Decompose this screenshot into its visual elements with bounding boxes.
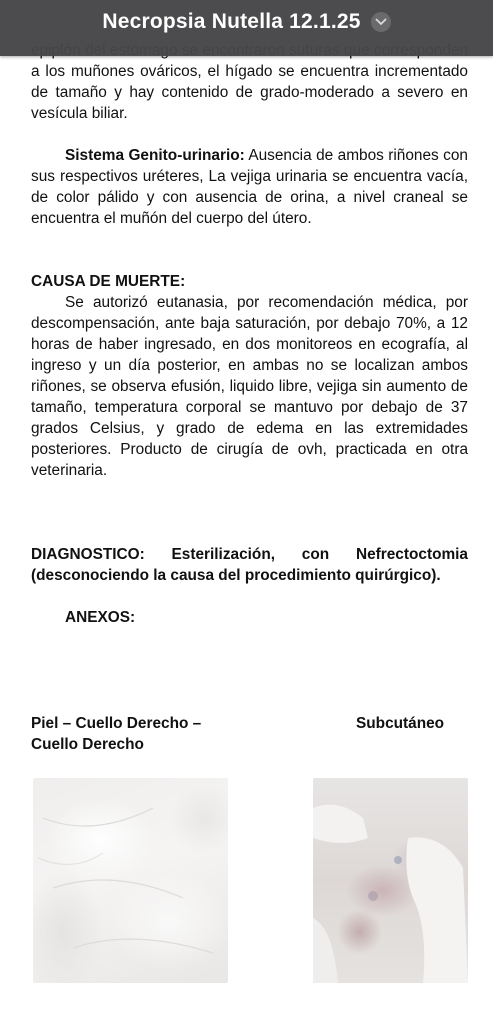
genito-text: Ausencia de ambos riñones con sus respectivos uréteres, La vejiga urinaria se encuentra vacía, de color pálido y con ausencia de orina, a nivel craneal se encuentra el muñón del cuerpo del útero. <box>31 147 468 227</box>
genito-heading: Sistema Genito-urinario: <box>65 147 245 164</box>
document-header <box>0 0 493 56</box>
intro-paragraph: a los muñones ováricos, el hígado se encuentra incrementado de tamaño y hay contenido de grado-moderado a severo en vesícula biliar. <box>31 63 468 122</box>
cause-heading: CAUSA DE MUERTE: <box>31 273 186 290</box>
skin-photo <box>33 778 228 983</box>
annex-right-label: Subcutáneo <box>356 715 445 732</box>
document-title: Necropsia Nutella 12.1.25 <box>102 10 361 33</box>
subcutaneous-photo <box>313 778 468 983</box>
genito-paragraph <box>31 145 468 229</box>
chevron-down-icon[interactable] <box>371 12 391 32</box>
document-title-button[interactable] <box>102 10 390 34</box>
annex-left-label: Piel – Cuello Derecho – Cuello Derecho <box>31 715 202 753</box>
diagnosis-paragraph: DIAGNOSTICO: Esterilización, con Nefrectoctomia (desconociendo la causa del procedimiento quirúrgico). <box>31 546 468 584</box>
cause-paragraph: Se autorizó eutanasia, por recomendación médica, por descompensación, ante baja saturación, por debajo 70%, a 12 horas de haber ingresado, en dos monitoreos en ecografía, al ingreso y un día posterior, en ambas no se localizan ambos riñones, se observa efusión, liquido libre, vejiga sin aumento de tamaño, temperatura corporal se mantuvo por debajo de 37 grados Celsius, y grado de edema en las extremidades posteriores. Producto de cirugía de ovh, practicada en otra veterinaria. <box>31 294 468 479</box>
annex-heading: ANEXOS: <box>65 609 136 626</box>
document-body <box>31 40 468 628</box>
